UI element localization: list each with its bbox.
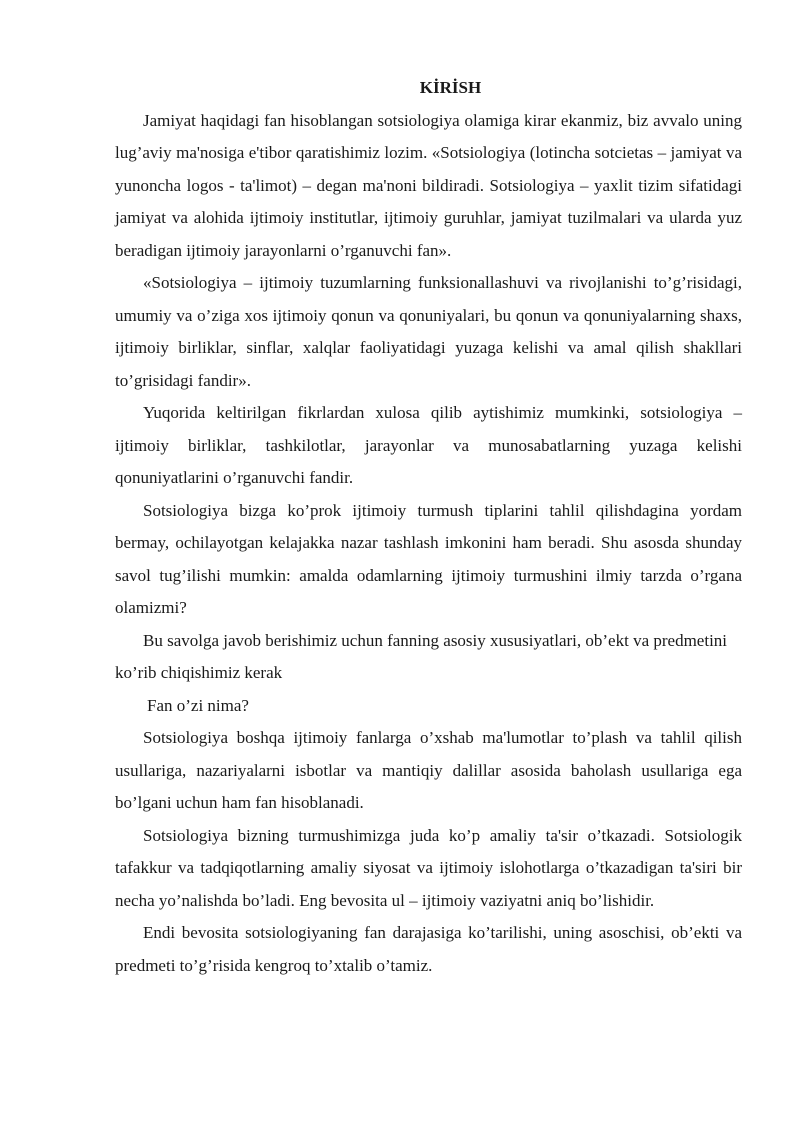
document-page <box>115 72 742 982</box>
paragraph-social-life: Sotsiologiya bizga ko’prok ijtimoiy turmush tiplarini tahlil qilishdagina yordam bermay, ochilayotgan kelajakka nazar tashlash imkonini ham beradi. Shu asosda shunday savol tug’ilishi mumkin: amalda odamlarning ijtimoiy turmushini ilmiy tarzda o’rgana olamizmi? <box>115 500 742 617</box>
paragraph-conclusion: Yuqorida keltirilgan fikrlardan xulosa qilib aytishimiz mumkinki, sotsiologiya – ijtimoiy birliklar, tashkilotlar, jarayonlar va munosabatlarning yuzaga kelishi qonuniyatlarini o’rganuvchi fandir. <box>115 403 742 487</box>
paragraph-what-is-science: Fan o’zi nima? <box>147 695 249 715</box>
paragraph-intro: Jamiyat haqidagi fan hisoblangan sotsiologiya olamiga kirar ekanmiz, biz avvalo uning lug’aviy ma'nosiga e'tibor qaratishimiz lozim. «Sotsiologiya (lotincha sotcietas – jamiyat va yunoncha logos - ta'limot) – degan ma'noni bildiradi. Sotsiologiya – yaxlit tizim sifatidagi jamiyat va alohida ijtimoiy institutlar, ijtimoiy guruhlar, jamiyat tuzilmalari va ularda yuz beradigan ijtimoiy jarayonlarni o’rganuvchi fan». <box>115 110 742 260</box>
paragraph-definition: «Sotsiologiya – ijtimoiy tuzumlarning funksionallashuvi va rivojlanishi to’g’risidagi, umumiy va o’ziga xos ijtimoiy qonun va qonuniyalari, bu qonun va qonuniyalarning shaxs, ijtimoiy birliklar, sinflar, xalqlar faoliyatidagi yuzaga kelishi va amal qilish shakllari to’grisidagi fandir». <box>115 273 742 390</box>
paragraph-question-setup: Bu savolga javob berishimiz uchun fanning asosiy xususiyatlari, ob’ekt va predmetini ko’rib chiqishimiz kerak <box>115 630 728 682</box>
paragraph-closing: Endi bevosita sotsiologiyaning fan darajasiga ko’tarilishi, uning asoschisi, ob’ekti va predmeti to’g’risida kengroq to’xtalib o’tamiz. <box>115 923 742 975</box>
document-title: KİRİSH <box>419 78 482 97</box>
paragraph-practical-impact: Sotsiologiya bizning turmushimizga juda ko’p amaliy ta'sir o’tkazadi. Sotsiologik tafakkur va tadqiqotlarning amaliy siyosat va ijtimoiy islohotlarga o’tkazadigan ta'siri bir necha yo’nalishda bo’ladi. Eng bevosita ul – ijtimoiy vaziyatni aniq bo’lishidir. <box>115 825 742 910</box>
paragraph-science-methods: Sotsiologiya boshqa ijtimoiy fanlarga o’xshab ma'lumotlar to’plash va tahlil qilish usullariga, nazariyalarni isbotlar va mantiqiy dalillar asosida baholash usullariga ega bo’lgani uchun ham fan hisoblanadi. <box>115 728 742 812</box>
